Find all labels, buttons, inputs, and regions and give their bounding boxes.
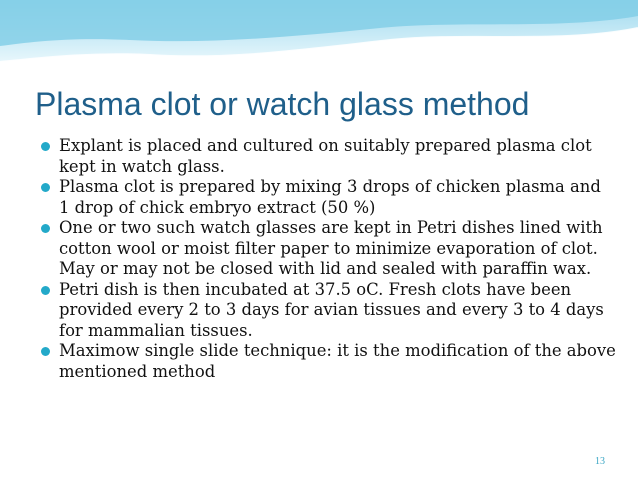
bullet-item	[41, 136, 616, 177]
bullet-item	[41, 177, 616, 218]
bullet-text: One or two such watch glasses are kept in Petri dishes lined with cotton wool or moist filter paper to minimize evaporation of clot. May or may not be closed with lid and sealed with paraffin wax.	[59, 218, 603, 278]
bullet-item	[41, 280, 616, 342]
slide-number: 13	[595, 456, 605, 467]
bullet-text: Explant is placed and cultured on suitably prepared plasma clot kept in watch glass.	[59, 136, 592, 176]
bullet-item	[41, 218, 616, 280]
bullet-dot-icon	[41, 142, 50, 151]
bullet-list	[41, 136, 616, 382]
bullet-dot-icon	[41, 183, 50, 192]
header-wave-decoration	[0, 0, 638, 90]
bullet-item	[41, 341, 616, 382]
slide-title: Plasma clot or watch glass method	[35, 86, 530, 122]
bullet-dot-icon	[41, 224, 50, 233]
bullet-text: Petri dish is then incubated at 37.5 oC. Fresh clots have been provided every 2 to 3 days for avian tissues and every 3 to 4 days for mammalian tissues.	[59, 279, 604, 340]
bullet-text: Maximow single slide technique: it is the modification of the above mentioned method	[59, 341, 616, 381]
bullet-dot-icon	[41, 347, 50, 356]
bullet-text: Plasma clot is prepared by mixing 3 drops of chicken plasma and 1 drop of chick embryo extract (50 %)	[59, 177, 601, 217]
bullet-dot-icon	[41, 286, 50, 295]
